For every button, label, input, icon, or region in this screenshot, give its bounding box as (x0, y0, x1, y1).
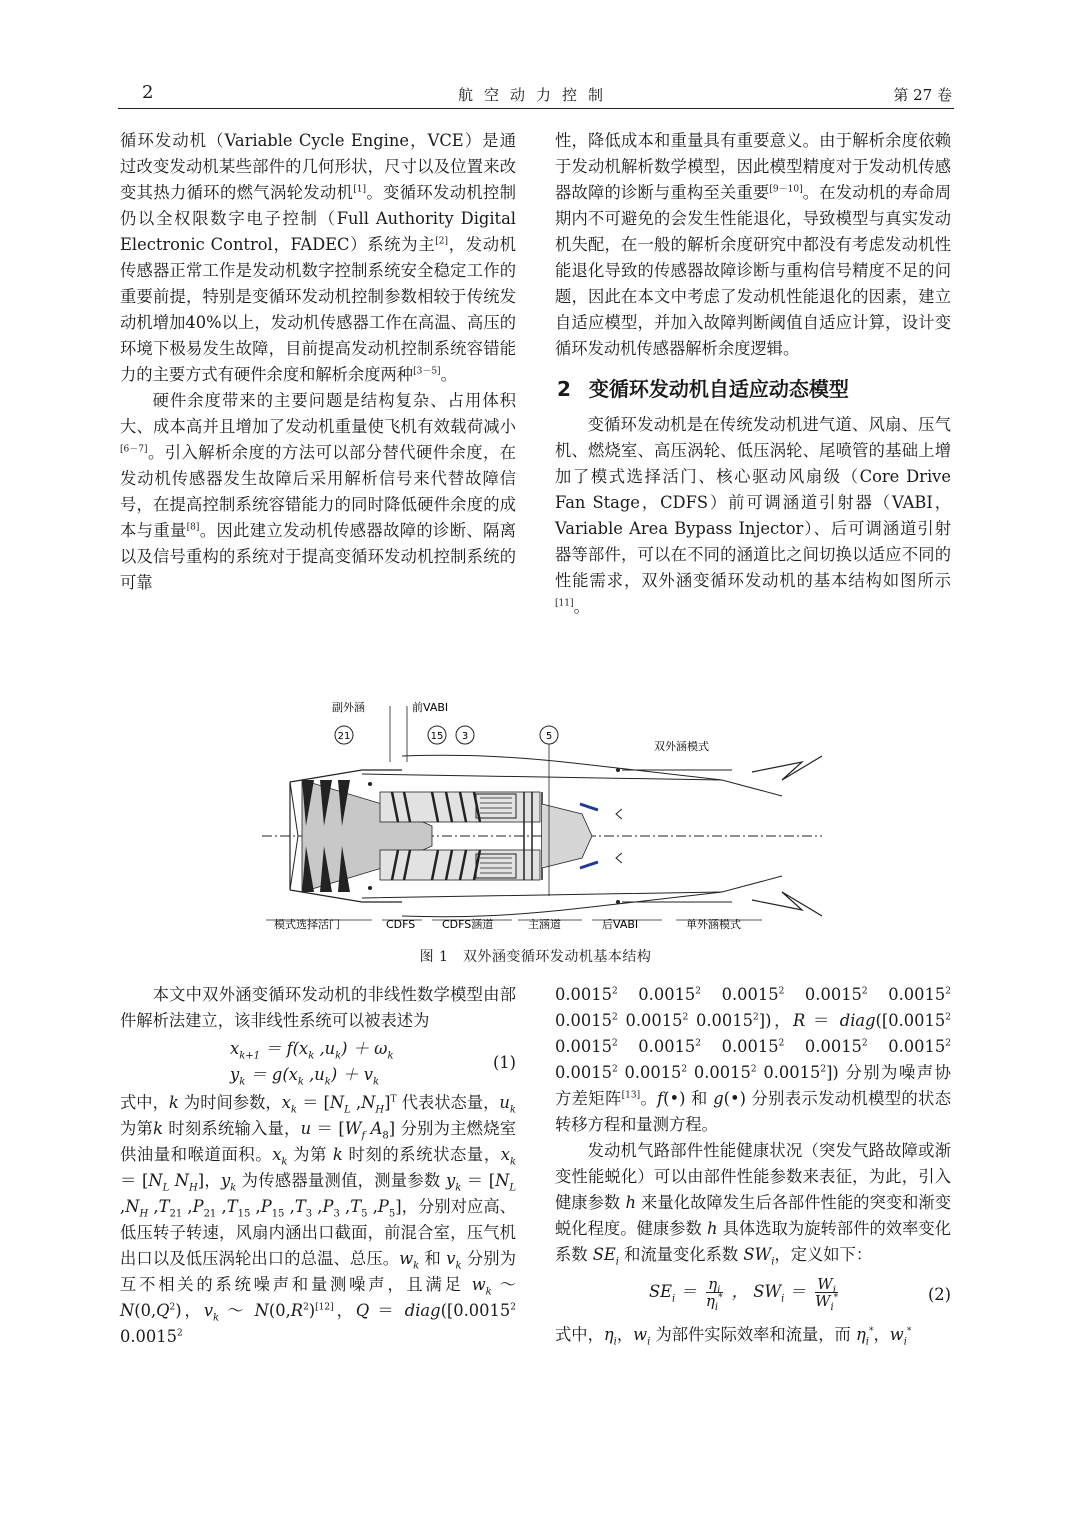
label-3: 3 (461, 731, 469, 742)
paragraph: 0.0015$^2$ 0.0015$^2$ 0.0015$^2$ 0.0015$^2$ 0.0015$^2$ 0.0015$^2$ 0.0015$^2$ 0.0015$^2$])，$R = diag([0.0015^2$ 0.0015$^2$ 0.0015$^2$ 0.0015$^2$ 0.0015$^2$ 0.0015$^2$ 0.0015$^2$ 0.0015$^2$ 0.0015$^2$ 0.0015$^2$]) 分别为噪声协方差矩阵[13]。f(•) 和 g(•) 分别表示发动机模型的状态转移方程和量测方程。 (555, 985, 951, 1134)
label-rear-vabi: 后VABI (602, 918, 639, 931)
eta-numerator: $\eta_i$ (706, 1276, 723, 1293)
equation-1-line-2: $y_k = g(x_k$ $,u_k) + v_k$ (230, 1065, 380, 1088)
engine-figure (262, 696, 822, 936)
label-cdfs: CDFS (386, 918, 416, 931)
label-21: 21 (337, 731, 351, 742)
eta-denominator: $\eta_i^*$ (705, 1292, 723, 1313)
left-column-bottom (120, 982, 516, 1350)
equation-1 (120, 1034, 516, 1090)
label-15: 15 (430, 731, 444, 742)
left-bottom2-paragraphs (120, 1090, 516, 1350)
section-number: 2 (557, 377, 571, 401)
equation-1-number: (1) (492, 1053, 516, 1072)
paragraph: 循环发动机（Variable Cycle Engine，VCE）是通过改变发动机某些部件的几何形状，尺寸以及位置来改变其热力循环的燃气涡轮发动机[1]。变循环发动机控制仍以全权限数字电子控制（Full Authority Digital Electronic Control，FADEC）系统为主[2]，发动机传感器正常工作是发动机数字控制系统安全稳定工作的重要前提，特别是变循环发动机控制参数相较于传统发动机增加40%以上，发动机传感器工作在高温、高压的环境下极易发生故障，目前提高发动机控制系统容错能力的主要方式有硬件余度和解析余度两种[3－5]。 (120, 131, 516, 384)
paragraph: 式中，k 为时间参数，$x_k = [N_L$ $,N_H]^T$ 代表状态量，$u_k$ 为第k 时刻系统输入量，$u = [W_f$ $A_8$] 分别为主燃烧室供油量和喉道面积。$x_k$ 为第 k 时刻的系统状态量，$x_k = [N_L$ $N_H$]，$y_k$ 为传感器量测值，测量参数 $y_k = [N_L$ $,N_H$ $,T_{21}$ $,P_{21}$ $,T_{15}$ $,P_{15}$ $,T_3$ $,P_3$ $,T_5$ $,P_5$]，分别对应高、低压转子转速，风扇内涵出口截面，前混合室，压气机出口以及低压涡轮出口的总温、总压。$w_k$ 和 $v_k$ 分别为互不相关的系统噪声和量测噪声，且满足 $w_k$ ～ $N(0,Q^2)$，$v_k$ ～ $N(0,R^2)[12]$，$Q = diag([0.0015^2$ 0.0015$^2$ (120, 1093, 516, 1346)
label-dual-mode: 双外涵模式 (654, 740, 709, 753)
journal-title: 航空动力控制 (457, 86, 614, 104)
label-5: 5 (545, 731, 553, 742)
label-single-mode: 单外涵模式 (686, 918, 741, 931)
right-top-paragraphs (555, 128, 951, 362)
label-cdfs-duct: CDFS涵道 (442, 918, 494, 931)
right-top2-paragraphs (555, 412, 951, 620)
running-header (118, 82, 954, 109)
figure-caption: 图 1 双外涵变循环发动机基本结构 (419, 949, 652, 965)
paragraph: 发动机气路部件性能健康状况（突发气路故障或渐变性能蜕化）可以由部件性能参数来表征，为此，引入健康参数 h 来量化故障发生后各部件性能的突变和渐变蜕化程度。健康参数 h 具体选取为旋转部件的效率变化系数 $SE_i$ 和流量变化系数 $SW_i$，定义如下： (555, 1141, 951, 1268)
right-column-bottom (555, 982, 951, 1348)
section-heading (557, 376, 951, 402)
left-top-paragraphs (120, 128, 516, 596)
paragraph: 本文中双外涵变循环发动机的非线性数学模型由部件解析法建立，该非线性系统可以被表述为 (120, 985, 516, 1030)
equation-2-w-fraction (815, 1275, 839, 1313)
section-title: 变循环发动机自适应动态模型 (588, 377, 849, 401)
left-column-top (120, 128, 516, 596)
equation-2-sw: ， $SW_i$ ＝ (731, 1282, 806, 1305)
label-mode-valve: 模式选择活门 (274, 918, 340, 931)
page-number: 2 (142, 82, 154, 103)
w-numerator: $W_i$ (815, 1276, 838, 1293)
right-bottom2-paragraphs (555, 1322, 951, 1348)
label-qian-vabi: 前VABI (412, 701, 449, 714)
volume-label: 第 27 卷 (893, 86, 952, 104)
equation-2 (555, 1268, 951, 1322)
right-bottom-paragraphs (555, 982, 951, 1268)
paragraph: 性，降低成本和重量具有重要意义。由于解析余度依赖于发动机解析数学模型，因此模型精度对于发动机传感器故障的诊断与重构至关重要[9－10]。在发动机的寿命周期内不可避免的会发生性能退化，导致模型与真实发动机失配，在一般的解析余度研究中都没有考虑发动机性能退化导致的传感器故障诊断与重构信号精度不足的问题，因此在本文中考虑了发动机性能退化的因素，建立自适应模型，并加入故障判断阈值自适应计算，设计变循环发动机传感器解析余度逻辑。 (555, 131, 951, 358)
paragraph: 变循环发动机是在传统发动机进气道、风扇、压气机、燃烧室、高压涡轮、低压涡轮、尾喷管的基础上增加了模式选择活门、核心驱动风扇级（Core Drive Fan Stage，CDFS）前可调涵道引射器（VABI，Variable Area Bypass Injector）、后可调涵道引射器等部件，可以在不同的涵道比之间切换以适应不同的性能需求，双外涵变循环发动机的基本结构如图所示[11]。 (555, 415, 951, 616)
equation-2-number: (2) (927, 1285, 951, 1304)
right-column-top (555, 128, 951, 620)
left-bottom-paragraphs (120, 982, 516, 1034)
w-denominator: $W_i^*$ (815, 1292, 839, 1313)
equation-2-se: $SE_i$ ＝ (649, 1282, 697, 1305)
paragraph: 硬件余度带来的主要问题是结构复杂、占用体积大、成本高并且增加了发动机重量使飞机有效载荷减小[6－7]。引入解析余度的方法可以部分替代硬件余度，在发动机传感器发生故障后采用解析信号来代替故障信号，在提高控制系统容错能力的同时降低硬件余度的成本与重量[8]。因此建立发动机传感器故障的诊断、隔离以及信号重构的系统对于提高变循环发动机控制系统的可靠 (120, 391, 516, 592)
paragraph: 式中，$\eta_i$，$w_i$ 为部件实际效率和流量，而 $\eta_i^*$，$w_i^*$ (555, 1325, 912, 1348)
equation-1-line-1: $x_{k+1} = f(x_k$ $,u_k) + \omega_k$ (230, 1039, 394, 1062)
equation-2-eta-fraction (705, 1275, 723, 1313)
label-main-duct: 主涵道 (528, 918, 561, 931)
label-fu-wai-han: 副外涵 (332, 701, 365, 714)
